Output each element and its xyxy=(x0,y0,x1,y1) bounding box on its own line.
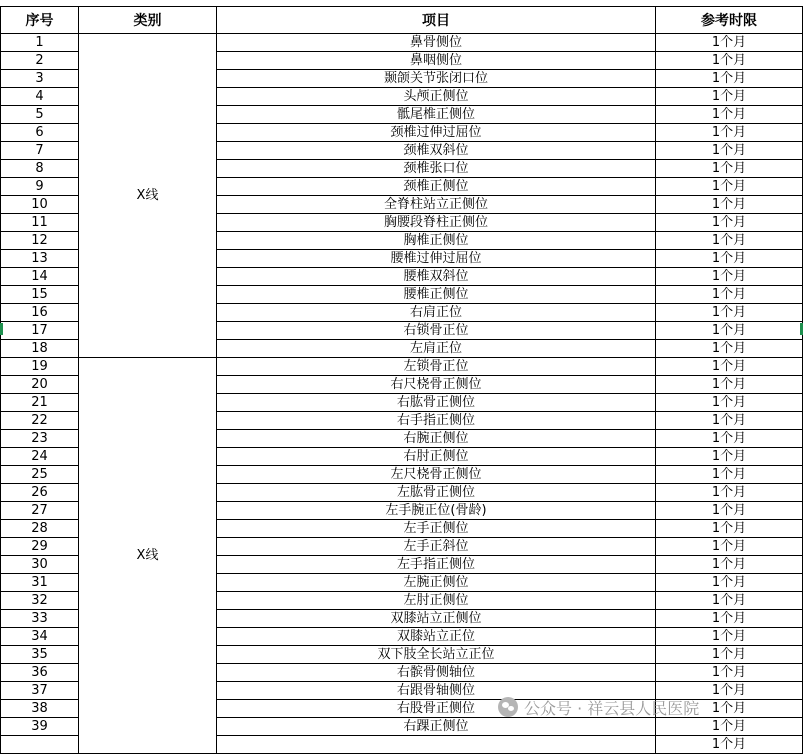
cell-item[interactable]: 颈椎过伸过屈位 xyxy=(217,124,656,142)
cell-category[interactable]: X线 xyxy=(79,34,217,358)
table-body xyxy=(1,34,803,754)
cell-period[interactable]: 1个月 xyxy=(656,70,803,88)
table-row xyxy=(1,34,803,52)
cell-seq[interactable]: 32 xyxy=(1,592,79,610)
cell-seq[interactable]: 20 xyxy=(1,376,79,394)
cell-seq[interactable]: 29 xyxy=(1,538,79,556)
cell-item[interactable]: 右锁骨正位 xyxy=(217,322,656,340)
cell-period[interactable]: 1个月 xyxy=(656,178,803,196)
cell-seq[interactable]: 11 xyxy=(1,214,79,232)
cell-item[interactable]: 右股骨正侧位 xyxy=(217,700,656,718)
cell-period[interactable]: 1个月 xyxy=(656,106,803,124)
cell-period[interactable]: 1个月 xyxy=(656,718,803,736)
cell-period[interactable]: 1个月 xyxy=(656,142,803,160)
cell-seq[interactable] xyxy=(1,736,79,754)
cell-seq[interactable]: 7 xyxy=(1,142,79,160)
cell-period[interactable]: 1个月 xyxy=(656,52,803,70)
table-row xyxy=(1,358,803,376)
cell-item[interactable]: 鼻咽侧位 xyxy=(217,52,656,70)
cell-item[interactable]: 鼻骨侧位 xyxy=(217,34,656,52)
cell-seq[interactable]: 37 xyxy=(1,682,79,700)
cell-period[interactable]: 1个月 xyxy=(656,556,803,574)
cell-seq[interactable]: 15 xyxy=(1,286,79,304)
cell-seq[interactable]: 26 xyxy=(1,484,79,502)
cell-item[interactable]: 左肱骨正侧位 xyxy=(217,484,656,502)
cell-period[interactable]: 1个月 xyxy=(656,466,803,484)
header-row xyxy=(1,7,803,34)
cell-item[interactable]: 右肘正侧位 xyxy=(217,448,656,466)
cell-item[interactable]: 左腕正侧位 xyxy=(217,574,656,592)
cell-seq[interactable]: 18 xyxy=(1,340,79,358)
cell-period[interactable]: 1个月 xyxy=(656,520,803,538)
cell-seq[interactable]: 25 xyxy=(1,466,79,484)
cell-seq[interactable]: 34 xyxy=(1,628,79,646)
cell-period[interactable]: 1个月 xyxy=(656,322,803,340)
cell-period[interactable]: 1个月 xyxy=(656,268,803,286)
cell-seq[interactable]: 19 xyxy=(1,358,79,376)
cell-item[interactable]: 颈椎双斜位 xyxy=(217,142,656,160)
cell-period[interactable]: 1个月 xyxy=(656,124,803,142)
cell-period[interactable]: 1个月 xyxy=(656,34,803,52)
cell-item[interactable]: 右手指正侧位 xyxy=(217,412,656,430)
cell-seq[interactable]: 38 xyxy=(1,700,79,718)
cell-seq[interactable]: 23 xyxy=(1,430,79,448)
cell-item[interactable] xyxy=(217,736,656,754)
cell-seq[interactable]: 30 xyxy=(1,556,79,574)
cell-seq[interactable]: 16 xyxy=(1,304,79,322)
cell-seq[interactable]: 13 xyxy=(1,250,79,268)
cell-period[interactable]: 1个月 xyxy=(656,592,803,610)
cell-item[interactable]: 右腕正侧位 xyxy=(217,430,656,448)
cell-item[interactable]: 胸腰段脊柱正侧位 xyxy=(217,214,656,232)
cell-period[interactable]: 1个月 xyxy=(656,88,803,106)
cell-period[interactable]: 1个月 xyxy=(656,502,803,520)
cell-period[interactable]: 1个月 xyxy=(656,430,803,448)
cell-period[interactable]: 1个月 xyxy=(656,682,803,700)
cell-seq[interactable]: 24 xyxy=(1,448,79,466)
cell-item[interactable]: 左肩正位 xyxy=(217,340,656,358)
cell-item[interactable]: 双膝站立正位 xyxy=(217,628,656,646)
cell-seq[interactable]: 39 xyxy=(1,718,79,736)
cell-seq[interactable]: 14 xyxy=(1,268,79,286)
cell-period[interactable]: 1个月 xyxy=(656,250,803,268)
cell-item[interactable]: 双膝站立正侧位 xyxy=(217,610,656,628)
watermark-text: 公众号 · 祥云县人民医院 xyxy=(524,698,700,718)
cell-item[interactable]: 左手正斜位 xyxy=(217,538,656,556)
cell-period[interactable]: 1个月 xyxy=(656,628,803,646)
row-selection-marker-left xyxy=(0,323,3,335)
cell-seq[interactable]: 2 xyxy=(1,52,79,70)
cell-seq[interactable]: 3 xyxy=(1,70,79,88)
cell-item[interactable]: 全脊柱站立正侧位 xyxy=(217,196,656,214)
cell-period[interactable]: 1个月 xyxy=(656,736,803,754)
cell-seq[interactable]: 4 xyxy=(1,88,79,106)
cell-item[interactable]: 左锁骨正位 xyxy=(217,358,656,376)
cell-period[interactable]: 1个月 xyxy=(656,448,803,466)
cell-period[interactable]: 1个月 xyxy=(656,358,803,376)
cell-item[interactable]: 腰椎正侧位 xyxy=(217,286,656,304)
cell-item[interactable]: 颈椎张口位 xyxy=(217,160,656,178)
cell-seq[interactable]: 9 xyxy=(1,178,79,196)
cell-item[interactable]: 左肘正侧位 xyxy=(217,592,656,610)
cell-item[interactable]: 左尺桡骨正侧位 xyxy=(217,466,656,484)
cell-period[interactable]: 1个月 xyxy=(656,160,803,178)
cell-seq[interactable]: 28 xyxy=(1,520,79,538)
cell-item[interactable]: 右肱骨正侧位 xyxy=(217,394,656,412)
cell-item[interactable]: 左手正侧位 xyxy=(217,520,656,538)
cell-item[interactable]: 颞颌关节张闭口位 xyxy=(217,70,656,88)
cell-period[interactable]: 1个月 xyxy=(656,664,803,682)
cell-seq[interactable]: 10 xyxy=(1,196,79,214)
header-seq[interactable]: 序号 xyxy=(1,7,79,34)
cell-period[interactable]: 1个月 xyxy=(656,214,803,232)
cell-item[interactable]: 腰椎双斜位 xyxy=(217,268,656,286)
cell-period[interactable]: 1个月 xyxy=(656,574,803,592)
cell-period[interactable]: 1个月 xyxy=(656,484,803,502)
cell-period[interactable]: 1个月 xyxy=(656,304,803,322)
cell-period[interactable]: 1个月 xyxy=(656,412,803,430)
cell-seq[interactable]: 31 xyxy=(1,574,79,592)
cell-period[interactable]: 1个月 xyxy=(656,232,803,250)
cell-seq[interactable]: 6 xyxy=(1,124,79,142)
cell-seq[interactable]: 36 xyxy=(1,664,79,682)
cell-period[interactable]: 1个月 xyxy=(656,196,803,214)
cell-item[interactable]: 颈椎正侧位 xyxy=(217,178,656,196)
cell-item[interactable]: 右髌骨侧轴位 xyxy=(217,664,656,682)
cell-item[interactable]: 右跟骨轴侧位 xyxy=(217,682,656,700)
cell-seq[interactable]: 8 xyxy=(1,160,79,178)
cell-item[interactable]: 头颅正侧位 xyxy=(217,88,656,106)
cell-item[interactable]: 左手腕正位(骨龄) xyxy=(217,502,656,520)
cell-item[interactable]: 右肩正位 xyxy=(217,304,656,322)
header-period[interactable]: 参考时限 xyxy=(656,7,803,34)
cell-item[interactable]: 右踝正侧位 xyxy=(217,718,656,736)
cell-seq[interactable]: 35 xyxy=(1,646,79,664)
cell-seq[interactable]: 33 xyxy=(1,610,79,628)
cell-seq[interactable]: 17 xyxy=(1,322,79,340)
cell-period[interactable]: 1个月 xyxy=(656,394,803,412)
header-item[interactable]: 项目 xyxy=(217,7,656,34)
cell-period[interactable]: 1个月 xyxy=(656,538,803,556)
cell-period[interactable]: 1个月 xyxy=(656,286,803,304)
header-category[interactable]: 类别 xyxy=(79,7,217,34)
cell-item[interactable]: 双下肢全长站立正位 xyxy=(217,646,656,664)
cell-item[interactable]: 胸椎正侧位 xyxy=(217,232,656,250)
cell-period[interactable]: 1个月 xyxy=(656,646,803,664)
cell-item[interactable]: 左手指正侧位 xyxy=(217,556,656,574)
cell-period[interactable]: 1个月 xyxy=(656,700,803,718)
cell-item[interactable]: 腰椎过伸过屈位 xyxy=(217,250,656,268)
cell-seq[interactable]: 27 xyxy=(1,502,79,520)
cell-period[interactable]: 1个月 xyxy=(656,610,803,628)
cell-period[interactable]: 1个月 xyxy=(656,376,803,394)
cell-item[interactable]: 骶尾椎正侧位 xyxy=(217,106,656,124)
cell-seq[interactable]: 12 xyxy=(1,232,79,250)
cell-seq[interactable]: 5 xyxy=(1,106,79,124)
cell-category[interactable]: X线 xyxy=(79,358,217,754)
cell-period[interactable]: 1个月 xyxy=(656,340,803,358)
cell-item[interactable]: 右尺桡骨正侧位 xyxy=(217,376,656,394)
cell-seq[interactable]: 1 xyxy=(1,34,79,52)
cell-seq[interactable]: 21 xyxy=(1,394,79,412)
reference-period-table xyxy=(0,6,803,754)
cell-seq[interactable]: 22 xyxy=(1,412,79,430)
